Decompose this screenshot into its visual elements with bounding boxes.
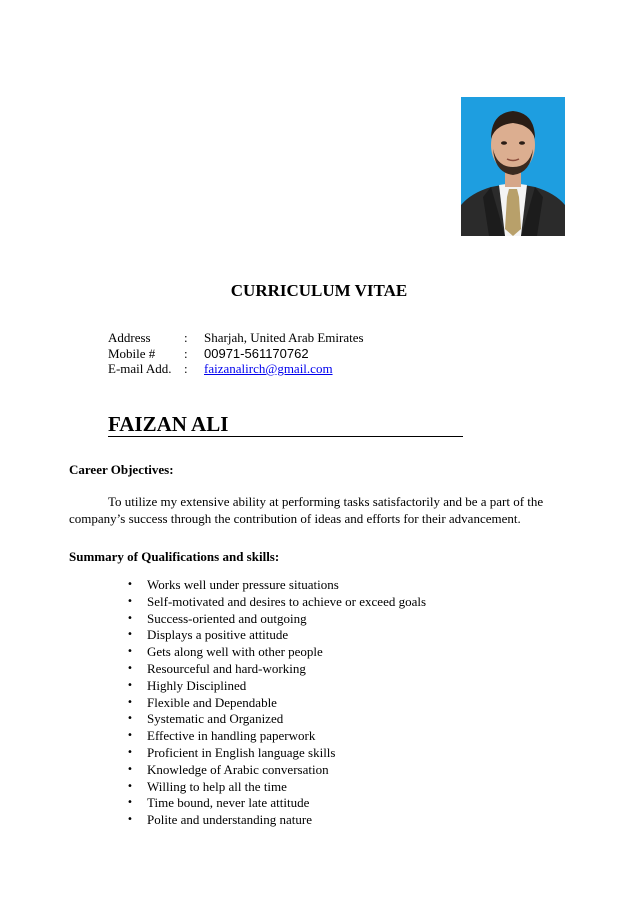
skill-text: Works well under pressure situations <box>147 577 339 592</box>
skill-text: Gets along well with other people <box>147 644 323 660</box>
skills-heading: Summary of Qualifications and skills: <box>69 549 280 564</box>
skill-text: Time bound, never late attitude <box>147 795 310 811</box>
skill-text: Willing to help all the time <box>147 778 287 794</box>
address-label: Address <box>108 330 151 345</box>
bullet-icon: • <box>127 746 133 758</box>
bullet-icon: • <box>127 646 133 658</box>
mobile-value: 00971-561170762 <box>204 345 309 361</box>
skills-list <box>127 577 426 829</box>
list-item <box>127 762 426 779</box>
skill-text: Polite and understanding nature <box>147 812 312 828</box>
list-item <box>127 745 426 762</box>
list-item <box>127 812 426 829</box>
list-item <box>127 577 426 594</box>
skill-text: Effective in handling paperwork <box>147 728 316 744</box>
contact-row-email <box>108 361 364 377</box>
list-item <box>127 795 426 812</box>
mobile-label: Mobile # <box>108 345 156 361</box>
bullet-icon: • <box>127 696 133 708</box>
skill-text: Resourceful and hard-working <box>147 660 306 676</box>
address-value: Sharjah, United Arab Emirates <box>204 330 364 345</box>
contact-row-mobile <box>108 346 364 362</box>
bullet-icon: • <box>127 629 133 641</box>
bullet-icon: • <box>127 763 133 775</box>
bullet-icon: • <box>127 679 133 691</box>
email-separator: : <box>184 361 188 376</box>
profile-photo <box>461 97 565 236</box>
skill-text: Flexible and Dependable <box>147 694 277 710</box>
list-item <box>127 779 426 796</box>
candidate-name: FAIZAN ALI <box>108 412 463 437</box>
list-item <box>127 611 426 628</box>
bullet-icon: • <box>127 612 133 624</box>
list-item <box>127 594 426 611</box>
skill-text: Displays a positive attitude <box>147 627 289 643</box>
person-portrait-icon <box>461 97 565 236</box>
bullet-icon: • <box>127 814 133 826</box>
contact-row-address <box>108 330 364 346</box>
skill-text: Systematic and Organized <box>147 711 284 727</box>
mobile-separator: : <box>184 345 188 361</box>
list-item <box>127 711 426 728</box>
email-label: E-mail Add. <box>108 361 172 376</box>
skill-text: Knowledge of Arabic conversation <box>147 761 329 777</box>
skill-text: Proficient in English language skills <box>147 744 336 760</box>
skill-text: Highly Disciplined <box>147 677 247 693</box>
skill-text: Self-motivated and desires to achieve or exceed goals <box>147 593 427 609</box>
bullet-icon: • <box>127 713 133 725</box>
list-item <box>127 728 426 745</box>
list-item <box>127 627 426 644</box>
bullet-icon: • <box>127 797 133 809</box>
bullet-icon: • <box>127 662 133 674</box>
contact-details <box>108 330 364 377</box>
career-objectives-text: To utilize my extensive ability at performing tasks satisfactorily and be a part of the company’s success through the contribution of ideas and efforts for their advancement. <box>69 494 544 526</box>
skill-text: Success-oriented and outgoing <box>147 610 307 626</box>
list-item <box>127 678 426 695</box>
document-title: CURRICULUM VITAE <box>230 281 408 300</box>
email-link[interactable]: faizanalirch@gmail.com <box>204 361 333 376</box>
bullet-icon: • <box>127 780 133 792</box>
list-item <box>127 644 426 661</box>
list-item <box>127 695 426 712</box>
bullet-icon: • <box>127 595 133 607</box>
career-objectives-heading: Career Objectives: <box>69 462 174 477</box>
bullet-icon: • <box>127 730 133 742</box>
address-separator: : <box>184 330 188 345</box>
list-item <box>127 661 426 678</box>
bullet-icon: • <box>127 579 133 590</box>
